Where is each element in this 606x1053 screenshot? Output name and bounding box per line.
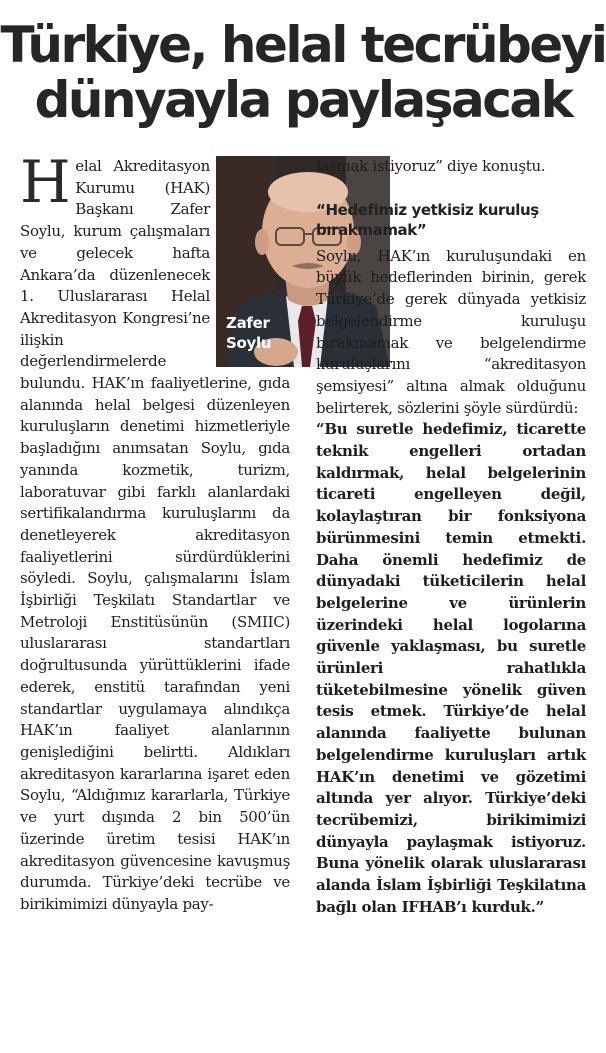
headline-line-1: Türkiye, helal tecrübeyi — [0, 16, 606, 74]
headline — [0, 18, 606, 128]
article-column-2 — [316, 156, 586, 919]
column-1-body: elal Akreditasyon Kurumu (HAK) Başkanı Zafer Soylu, kurum çalışmaları ve gelecek hafta Ankara’da düzenlenecek 1. Uluslararası Helal Akreditasyon Kongresi’ne ilişkin değerlendirmelerde bulundu. HAK’ın faaliyetlerine, gıda alanında helal belgesi düzenleyen kuruluşların denetimi hizmetleriyle başladığını anımsatan Soylu, gıda yanında kozmetik, turizm, laboratuvar gibi farklı alanlardaki sertifikalandırma kuruluşlarını da denetleyerek akreditasyon faaliyetlerini sürdürdüklerini söyledi. Soylu, çalışmalarını İslam İşbirliği Teşkilatı Standartlar ve Metroloji Enstitüsünün (SMIIC) uluslararası standartları doğrultusunda yürüttüklerini ifade ederek, enstitü tarafından yeni standartlar uygulamaya alındıkça HAK’ın faaliyet alanlarının genişlediğini belirtti. Aldıkları akreditasyon kararlarına işaret eden Soylu, “Aldığımız kararlarla, Türkiye ve yurt dışında 2 bin 500’ün üzerinde üretim tesisi HAK’ın akreditasyon güvencesine kavuşmuş durumda. Türkiye’deki tecrübe ve birikimimizi dünyayla pay- — [20, 157, 290, 913]
subheading: “Hedefimiz yetkisiz kuruluş bırakmamak” — [316, 200, 539, 239]
caption-line-1: Zafer — [226, 314, 270, 332]
column-2-quote: “Bu suretle hedefimiz, ticarette teknik engelleri ortadan kaldırmak, helal belgelerinin ticareti engelleyen değil, kolaylaştıran bir fonksiyona bürünmesini temin etmekti. Daha önemli hedefimiz de dünyadaki tüketicilerin helal belgelerine ve ürünlerin üzerindeki helal logolarına güvenle yaklaşması, bu suretle ürünleri rahatlıkla tüketebilmesine yönelik güven tesis etmek. Türkiye’de helal alanında faaliyette bulunan belgelendirme kuruluşları artık HAK’ın denetimi ve gözetimi altında yer alıyor. Türkiye’deki tecrübemizi, birikimimizi dünyayla paylaşmak istiyoruz. Buna yönelik olarak uluslararası alanda İslam İşbirliği Teşkilatına bağlı olan IFHAB’ı kurduk.” — [316, 420, 586, 916]
drop-cap: H — [20, 148, 71, 216]
photo-caption — [226, 313, 271, 353]
column-2-top: laşmak istiyoruz” diye konuştu. — [316, 157, 546, 175]
column-2-body: Soylu, HAK’ın kuruluşundaki en büyük hedeflerinden birinin, gerek Türkiye’de gerek dünyada yetkisiz belgelendirme kuruluşu bırakmamak ve belgelendirme kuruluşlarını “akreditasyon şemsiyesi” altına almak olduğunu belirterek, sözlerini şöyle sürdürdü: — [316, 246, 586, 417]
caption-line-2: Soylu — [226, 334, 272, 352]
headline-line-2: dünyayla paylaşacak — [34, 71, 572, 129]
